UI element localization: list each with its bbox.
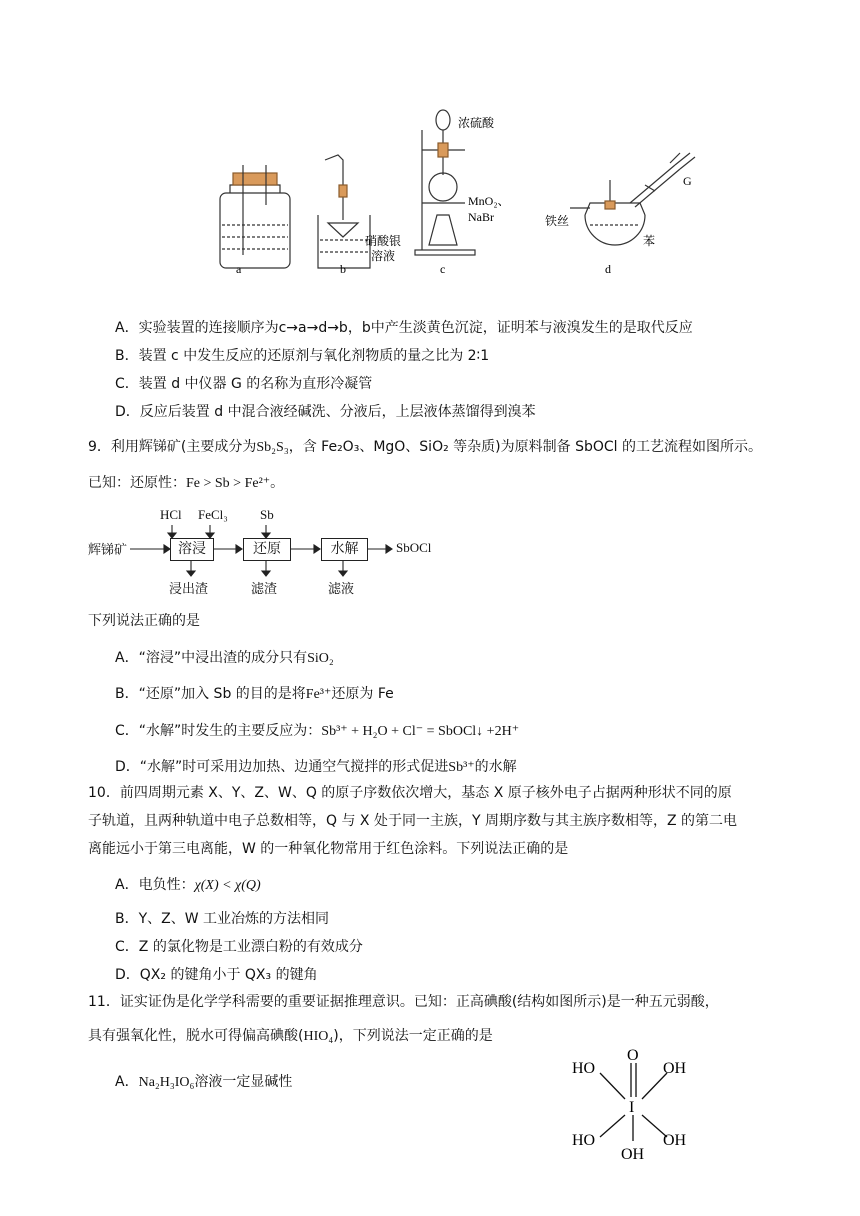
condenser-G-label: G: [683, 174, 692, 188]
q9-optA-pre: A．“溶浸”中浸出渣的成分只有: [115, 650, 308, 666]
q8-option-a[interactable]: A．实验装置的连接顺序为c→a→d→b，b中产生淡黄色沉淀，证明苯与液溴发生的是取代反应: [115, 320, 693, 336]
apparatus-c-label: c: [440, 262, 446, 276]
q9-optB-formula: Fe³⁺: [305, 687, 332, 702]
q9-optB-pre: B．“还原”加入 Sb 的目的是将: [115, 686, 306, 702]
q10-optA-formula: χ(X) < χ(Q): [194, 878, 261, 893]
q8-option-d[interactable]: D．反应后装置 d 中混合液经碱洗、分液后，上层液体蒸馏得到溴苯: [115, 404, 536, 420]
flow-out-residue: 浸出渣: [169, 582, 209, 597]
q9-known: [88, 473, 284, 494]
q9-option-a[interactable]: [115, 648, 334, 669]
q10-option-c[interactable]: C．Z 的氯化物是工业漂白粉的有效成分: [115, 939, 363, 955]
q11-stem-line2-formula: HIO₄: [303, 1029, 334, 1044]
apparatus-b: [318, 155, 370, 268]
structure-bottom: OH: [621, 1146, 645, 1163]
q9-known-formula: Fe > Sb > Fe²⁺: [186, 476, 271, 491]
iron-wire-label: 铁丝: [545, 214, 570, 228]
flow-step-reduce: 还原: [243, 538, 291, 561]
reagent-label-1: MnO₂、: [468, 194, 510, 208]
flow-reagent-hcl: HCl: [160, 507, 182, 522]
structure-ul: HO: [572, 1060, 596, 1077]
apparatus-b-label: b: [340, 262, 346, 276]
q9-stem-pre: 9．利用辉锑矿(主要成分为: [88, 439, 257, 455]
q9-flowchart: [88, 505, 448, 600]
q9-prompt: 下列说法正确的是: [88, 613, 200, 629]
q11-optA-post: 溶液一定显碱性: [194, 1074, 293, 1090]
q10-stem-line1: 10．前四周期元素 X、Y、Z、W、Q 的原子序数依次增大，基态 X 原子核外电子占据两种形状不同的原: [88, 785, 732, 801]
q10-option-b[interactable]: B．Y、Z、W 工业冶炼的方法相同: [115, 911, 330, 927]
q9-stem: [88, 437, 762, 458]
flow-out-filtrate: 滤液: [328, 582, 355, 597]
q8-option-b[interactable]: B．装置 c 中发生反应的还原剂与氧化剂物质的量之比为 2∶1: [115, 348, 490, 364]
q9-stem-formula: Sb₂S₃: [256, 440, 289, 455]
q9-optD-pre: D．“水解”时可采用边加热、边通空气搅拌的形式促进: [115, 759, 449, 775]
apparatus-d-label: d: [605, 262, 611, 276]
q11-optA-formula: Na₂H₃IO₆: [138, 1075, 195, 1090]
q9-optB-post: 还原为 Fe: [331, 686, 394, 702]
apparatus-a-label: a: [236, 262, 242, 276]
q11-stem-line2-pre: 具有强氧化性，脱水可得偏高碘酸(: [88, 1028, 304, 1044]
q11-option-a[interactable]: [115, 1072, 292, 1093]
q9-optD-formula: Sb³⁺: [448, 760, 475, 775]
benzene-label: 苯: [643, 234, 656, 248]
silver-nitrate-label-1: 硝酸银: [365, 234, 402, 248]
q11-stem-line2: [88, 1026, 493, 1047]
apparatus-d: [570, 153, 695, 245]
structure-ur: OH: [663, 1060, 687, 1077]
q9-known-post: 。: [270, 475, 285, 491]
apparatus-c: [415, 110, 475, 255]
q11-optA-pre: A．: [115, 1074, 139, 1090]
apparatus-a: [220, 165, 290, 268]
flow-reagent-sb: Sb: [260, 507, 274, 522]
apparatus-figure: [200, 105, 720, 285]
flow-product: SbOCl: [396, 540, 432, 555]
q8-option-c[interactable]: C．装置 d 中仪器 G 的名称为直形冷凝管: [115, 376, 373, 392]
q9-option-d[interactable]: [115, 757, 517, 778]
flow-reagent-fecl3: FeCl₃: [198, 507, 228, 522]
q10-stem-line3: 离能远小于第三电离能，W 的一种氧化物常用于红色涂料。下列说法正确的是: [88, 841, 569, 857]
flow-step-leach: 溶浸: [170, 538, 214, 561]
sulfuric-acid-label: 浓硫酸: [458, 116, 495, 130]
silver-nitrate-label-2: 溶液: [371, 249, 396, 263]
q11-stem-line2-post: )，下列说法一定正确的是: [333, 1028, 493, 1044]
structure-ll: HO: [572, 1132, 596, 1149]
structure-center-i: I: [629, 1099, 635, 1116]
flow-out-filter-residue: 滤渣: [251, 582, 278, 597]
q9-option-c[interactable]: [115, 721, 519, 742]
q9-known-pre: 已知：还原性：: [88, 475, 186, 491]
q10-stem-line2: 子轨道，且两种轨道中电子总数相等，Q 与 X 处于同一主族，Y 周期序数与其主族序数相等，Z 的第二电: [88, 813, 738, 829]
q9-optC-pre: C．“水解”时发生的主要反应为：: [115, 723, 322, 739]
q11-stem-line1: 11．证实证伪是化学学科需要的重要证据推理意识。已知：正高碘酸(结构如图所示)是一种五元弱酸，: [88, 994, 719, 1010]
reagent-label-2: NaBr: [468, 210, 494, 224]
q9-optC-formula: Sb³⁺ + H₂O + Cl⁻ = SbOCl↓ +2H⁺: [321, 724, 520, 739]
q10-optA-pre: A．电负性：: [115, 877, 195, 893]
q10-option-d[interactable]: D．QX₂ 的键角小于 QX₃ 的键角: [115, 967, 318, 983]
q9-option-b[interactable]: [115, 684, 394, 705]
structure-top-o: O: [627, 1047, 639, 1064]
structure-lr: OH: [663, 1132, 687, 1149]
flow-step-hydrolysis: 水解: [321, 538, 368, 561]
periodic-acid-structure: [565, 1045, 705, 1165]
q9-stem-post: ，含 Fe₂O₃、MgO、SiO₂ 等杂质)为原料制备 SbOCl 的工艺流程如图所示。: [288, 439, 762, 455]
q9-optD-post: 的水解: [474, 759, 517, 775]
q9-optA-formula: SiO₂: [307, 651, 334, 666]
q10-option-a[interactable]: [115, 875, 261, 896]
flow-input: 辉锑矿: [88, 543, 128, 558]
